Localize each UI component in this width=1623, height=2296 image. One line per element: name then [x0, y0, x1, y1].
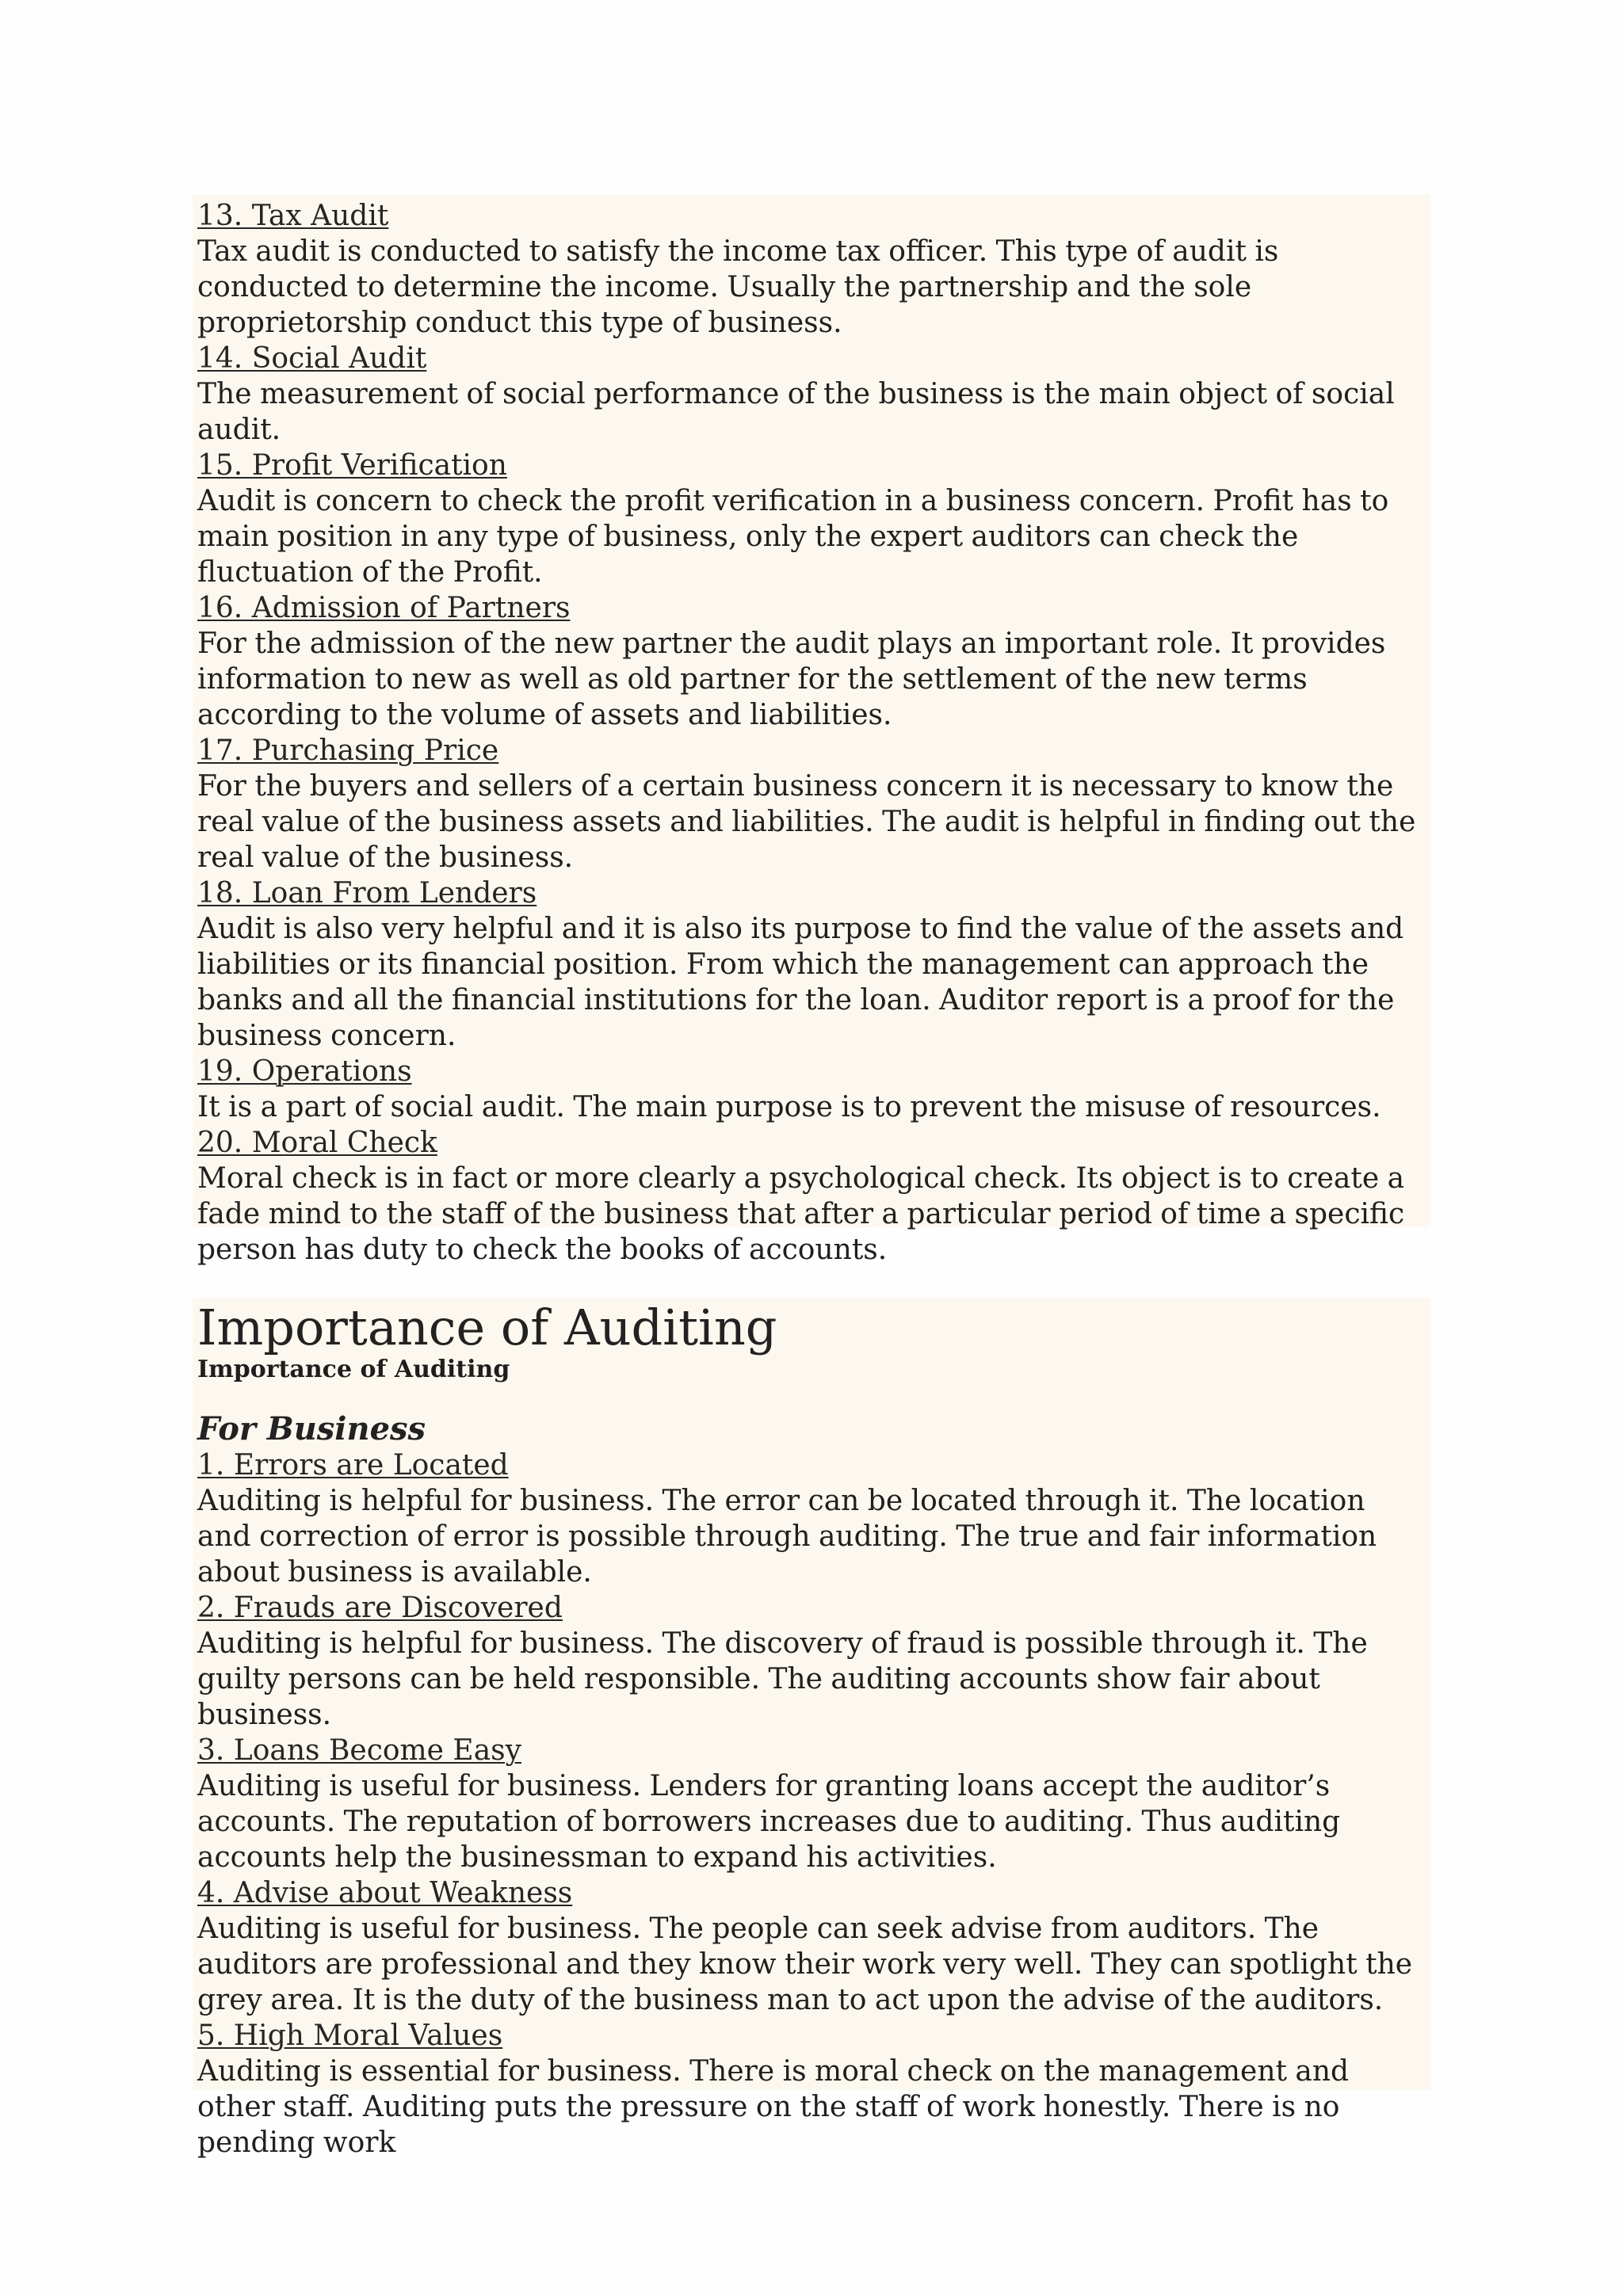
item-text-frauds-discovered: Auditing is helpful for business. The discovery of fraud is possible through it. The guilty persons can be held responsible. The auditing accounts show fair about business.	[197, 1627, 1368, 1731]
page-heading: Importance of Auditing	[197, 1299, 777, 1356]
item-text-high-moral-values: Auditing is essential for business. There is moral check on the management and other staff. Auditing puts the pressure on the staff of work honestly. There is no pending work	[197, 2055, 1350, 2159]
item-title-frauds-discovered: 2. Frauds are Discovered	[197, 1592, 563, 1624]
item-text-social-audit: The measurement of social performance of the business is the main object of social audit.	[197, 378, 1395, 446]
item-title-moral-check: 20. Moral Check	[197, 1127, 437, 1159]
item-text-operations: It is a part of social audit. The main purpose is to prevent the misuse of resources.	[197, 1091, 1381, 1123]
item-title-profit-verification: 15. Profit Verification	[197, 449, 507, 482]
item-text-loans-easy: Auditing is useful for business. Lenders for granting loans accept the auditor’s accounts. The reputation of borrowers increases due to auditing. Thus auditing accounts help the businessman to expand his activities.	[197, 1770, 1341, 1874]
item-text-profit-verification: Audit is concern to check the profit verification in a business concern. Profit has to main position in any type of business, only the expert auditors can check the fluctuation of the Profit.	[197, 485, 1389, 589]
section-heading-for-business: For Business	[197, 1410, 426, 1447]
item-title-errors-located: 1. Errors are Located	[197, 1449, 509, 1482]
spacer	[197, 1383, 1426, 1410]
item-title-loan-from-lenders: 18. Loan From Lenders	[197, 877, 537, 910]
audit-types-block	[193, 195, 1430, 1266]
item-title-high-moral-values: 5. High Moral Values	[197, 2019, 503, 2052]
item-text-moral-check: Moral check is in fact or more clearly a psychological check. Its object is to create a fade mind to the staff of the business that after a particular period of time a specific person has duty to check the books of accounts.	[197, 1162, 1405, 1266]
item-title-social-audit: 14. Social Audit	[197, 342, 427, 375]
item-text-advise-weakness: Auditing is useful for business. The people can seek advise from auditors. The auditors are professional and they know their work very well. They can spotlight the grey area. It is the duty of the business man to act upon the advise of the auditors.	[197, 1913, 1413, 2016]
item-title-loans-easy: 3. Loans Become Easy	[197, 1734, 521, 1767]
item-title-operations: 19. Operations	[197, 1055, 412, 1088]
item-text-admission-of-partners: For the admission of the new partner the audit plays an important role. It provides information to new as well as old partner for the settlement of the new terms according to the volume of assets and liabilities.	[197, 627, 1386, 731]
item-text-tax-audit: Tax audit is conducted to satisfy the income tax officer. This type of audit is conducted to determine the income. Usually the partnership and the sole proprietorship conduct this type of business.	[197, 235, 1279, 339]
item-text-purchasing-price: For the buyers and sellers of a certain business concern it is necessary to know the real value of the business assets and liabilities. The audit is helpful in finding out the real value of the business.	[197, 770, 1416, 874]
item-title-advise-weakness: 4. Advise about Weakness	[197, 1877, 573, 1909]
subheading: Importance of Auditing	[197, 1356, 510, 1383]
item-title-tax-audit: 13. Tax Audit	[197, 200, 389, 232]
item-text-loan-from-lenders: Audit is also very helpful and it is also its purpose to find the value of the assets and liabilities or its financial position. From which the management can approach the banks and all the financial institutions for the loan. Auditor report is a proof for the business concern.	[197, 913, 1404, 1052]
item-text-errors-located: Auditing is helpful for business. The error can be located through it. The location and correction of error is possible through auditing. The true and fair information about business is available.	[197, 1485, 1377, 1589]
importance-of-auditing-block	[193, 1298, 1430, 2159]
item-title-admission-of-partners: 16. Admission of Partners	[197, 592, 571, 624]
item-title-purchasing-price: 17. Purchasing Price	[197, 734, 499, 767]
